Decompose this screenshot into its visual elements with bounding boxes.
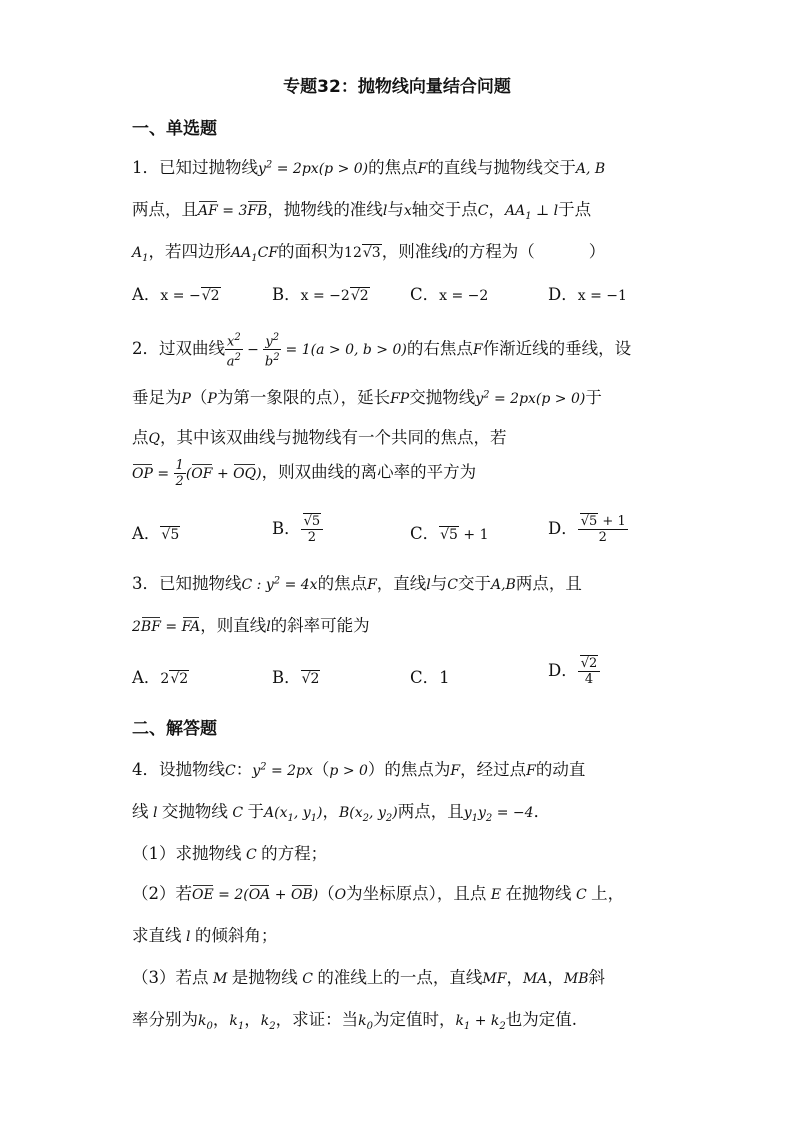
q2-option-b[interactable] xyxy=(272,514,323,545)
q4-line-2 xyxy=(132,798,550,824)
q2-F: F xyxy=(472,341,483,358)
q4-text: ， xyxy=(547,968,564,987)
q4-text: 的准线上的一点，直线 xyxy=(317,968,483,987)
q4-k1: $k_1$ xyxy=(229,1013,245,1032)
q2-line-2 xyxy=(132,384,602,408)
q2-vector-eq: OP = $\frac{1}{2}$ (OF + OQ) xyxy=(132,458,262,489)
q1-option-b[interactable] xyxy=(272,281,370,305)
q1-option-c[interactable] xyxy=(410,281,488,305)
q2-P: P xyxy=(181,391,191,407)
q4-vector-eq: OE = 2(OA + OB) xyxy=(192,887,319,903)
q4-text: 线 xyxy=(132,802,149,821)
q2-text: 2．过双曲线 xyxy=(132,338,225,358)
q1-vector-eq: AF = 3FB xyxy=(198,203,268,219)
q4-B: $B(x_2$, $y_2$) xyxy=(339,805,398,824)
q4-O: O xyxy=(334,887,347,903)
q4-text: 在抛物线 xyxy=(505,884,572,903)
q4-k2: $k_2$ xyxy=(260,1013,276,1032)
q2-text: 的右焦点 xyxy=(406,338,473,358)
q4-C: C xyxy=(297,971,318,987)
q4-k-sum: $k_1 + k_2$ xyxy=(455,1013,506,1032)
option-value: $\frac{√5 + 1}{2}$ xyxy=(578,514,628,545)
q3-option-d[interactable] xyxy=(548,656,600,687)
option-letter: B． xyxy=(272,519,301,538)
option-letter: C． xyxy=(410,668,440,687)
section-single-choice: 一、单选题 xyxy=(132,119,217,139)
q4-text: 是抛物线 xyxy=(231,968,298,987)
option-letter: B． xyxy=(272,668,301,687)
q1-text: 于点 xyxy=(558,200,592,219)
q1-option-d[interactable] xyxy=(548,281,627,305)
q4-text: ． xyxy=(533,802,551,821)
option-value: √2 xyxy=(301,671,320,687)
q4-C: C xyxy=(571,887,592,903)
page-title: 专题32：抛物线向量结合问题 xyxy=(283,77,511,97)
q4-part-2 xyxy=(132,880,624,904)
q1-text: 两点，且 xyxy=(132,200,198,219)
q2-text: 点 xyxy=(132,428,149,447)
q3-options xyxy=(132,656,692,696)
q1-C: C xyxy=(477,203,489,219)
q1-x: x xyxy=(403,203,412,219)
q1-text: 的方程为（ xyxy=(452,242,535,261)
q2-options xyxy=(132,514,692,554)
q4-text: （2）若 xyxy=(132,884,192,903)
q4-part-1 xyxy=(132,840,327,864)
q3-text: 交于 xyxy=(457,574,491,593)
option-letter: D． xyxy=(548,661,578,680)
q4-text: 交抛物线 xyxy=(161,802,228,821)
q2-P: P xyxy=(207,391,217,407)
q1-text: ，抛物线的准线 xyxy=(267,200,383,219)
q1-option-a[interactable] xyxy=(132,281,221,305)
q1-text: ） xyxy=(588,242,606,261)
option-value: x = −2√2 xyxy=(300,288,369,304)
q4-F: F xyxy=(450,763,461,779)
q3-text: 两点，且 xyxy=(515,574,582,593)
q4-text: ，求证：当 xyxy=(275,1010,359,1029)
q4-C: C xyxy=(227,805,248,821)
q2-text: 垂足为 xyxy=(132,388,182,407)
q4-A: $A(x_1$, $y_1$) xyxy=(264,805,323,824)
q1-l: l xyxy=(447,245,453,261)
q4-k0: $k_0$ xyxy=(198,1013,213,1032)
option-value: 2√2 xyxy=(160,671,189,687)
option-value: 1 xyxy=(439,668,450,687)
option-letter: A． xyxy=(132,668,161,687)
q2-option-c[interactable] xyxy=(410,520,489,544)
q4-text: （ xyxy=(318,884,335,903)
q4-line-1 xyxy=(132,756,585,780)
q1-text: 的面积为 xyxy=(278,242,345,261)
q3-option-a[interactable] xyxy=(132,664,189,688)
q4-C: C xyxy=(225,763,236,779)
q2-line-1 xyxy=(132,330,631,370)
q3-parabola: C : $y^2 = 4x$ xyxy=(241,575,318,593)
q1-l: l xyxy=(382,203,388,219)
q2-text: 作渐近线的垂线，设 xyxy=(482,338,632,358)
q4-text: 的方程； xyxy=(261,844,328,863)
q1-text: ，则准线 xyxy=(381,242,448,261)
q2-text: ，则双曲线的离心率的平方为 xyxy=(261,462,477,482)
option-value: x = −1 xyxy=(577,288,627,304)
q4-text: ）的焦点为 xyxy=(367,760,451,779)
q2-option-a[interactable] xyxy=(132,520,180,544)
option-letter: C． xyxy=(410,285,440,304)
q3-option-c[interactable] xyxy=(410,664,450,688)
q2-parabola: $y^2 = 2px(p > 0)$ xyxy=(475,389,586,407)
q1-text: ，若四边形 xyxy=(148,242,231,261)
q4-l: l xyxy=(148,805,162,821)
q4-text: ， xyxy=(322,802,340,821)
q1-area: 12√3 xyxy=(344,245,381,261)
q1-parabola: $y^2 = 2px(p > 0)$ xyxy=(258,159,369,177)
option-value: x = −√2 xyxy=(160,288,220,304)
q4-text: ： xyxy=(235,760,253,779)
q2-hyperbola: $\frac{x^2}{a^2}$ − $\frac{y^2}{b^2}$ = 1(a > 0, b > 0) xyxy=(226,332,407,370)
q3-option-b[interactable] xyxy=(272,664,320,688)
q4-product: $y_1y_2 = -4$ xyxy=(463,805,534,824)
q2-line-3 xyxy=(132,424,506,448)
q4-text: ，经过点 xyxy=(460,760,527,779)
option-value: $\frac{√5}{2}$ xyxy=(301,514,324,545)
option-letter: D． xyxy=(548,285,578,304)
q1-line-2 xyxy=(132,196,591,222)
q4-text: 于 xyxy=(247,802,265,821)
q3-text: 与 xyxy=(430,574,448,593)
q2-text: ，其中该双曲线与抛物线有一个共同的焦点，若 xyxy=(159,428,507,447)
q1-options xyxy=(132,281,692,305)
q4-text: 为定值时， xyxy=(372,1010,456,1029)
q4-text: 的动直 xyxy=(535,760,586,779)
q1-line-1 xyxy=(132,154,605,178)
q4-part-3-line-2 xyxy=(132,1006,577,1032)
option-letter: A． xyxy=(132,524,161,543)
q4-text: 为坐标原点），且点 xyxy=(346,884,487,903)
q1-text: 1．已知过抛物线 xyxy=(132,158,258,177)
q3-line-2 xyxy=(132,612,370,636)
q3-text: 的焦点 xyxy=(317,574,368,593)
q1-text: 的焦点 xyxy=(368,158,418,177)
q2-text: （ xyxy=(190,388,208,407)
q4-p: p > 0 xyxy=(329,763,368,779)
q4-text: （3）若点 xyxy=(132,968,209,987)
q4-k0: $k_0$ xyxy=(358,1013,373,1032)
q4-text: 率分别为 xyxy=(132,1010,198,1029)
q4-MA: MA xyxy=(522,971,548,987)
q4-F: F xyxy=(526,763,536,779)
q4-text: （ xyxy=(312,760,330,779)
q4-text: 4．设抛物线 xyxy=(132,760,225,779)
q4-text: 求直线 xyxy=(132,926,182,945)
q3-vector-eq: 2BF = FA xyxy=(132,619,201,635)
q4-text: ， xyxy=(244,1010,261,1029)
q1-text: 轴交于点 xyxy=(411,200,478,219)
q2-FP: FP xyxy=(390,391,410,407)
q3-text: ，直线 xyxy=(376,574,427,593)
q4-text: （1）求抛物线 xyxy=(132,844,242,863)
q3-text: ，则直线 xyxy=(200,616,267,635)
option-value: x = −2 xyxy=(439,288,489,304)
q2-text: 为第一象限的点），延长 xyxy=(216,388,391,407)
option-value: $\frac{√2}{4}$ xyxy=(578,656,601,687)
q4-text: ， xyxy=(506,968,523,987)
q4-text: ， xyxy=(212,1010,230,1029)
q3-line-1 xyxy=(132,570,582,594)
q1-text: ， xyxy=(488,200,505,219)
q4-MB: MB xyxy=(563,971,589,987)
q3-F: F xyxy=(367,577,377,593)
q4-part-3 xyxy=(132,964,605,988)
q3-l: l xyxy=(266,619,271,635)
q4-text: 也为定值. xyxy=(505,1010,578,1029)
q4-C: C xyxy=(241,847,262,863)
q4-l: l xyxy=(181,929,195,945)
q4-E: E xyxy=(486,887,506,903)
q4-part-2-line-2 xyxy=(132,922,277,946)
q4-text: 两点，且 xyxy=(397,802,464,821)
q3-text: 3．已知抛物线 xyxy=(132,574,242,593)
q2-option-d[interactable] xyxy=(548,514,628,545)
q4-text: 斜 xyxy=(588,968,606,987)
option-letter: A． xyxy=(132,285,161,304)
q2-Q: Q xyxy=(148,431,160,447)
q1-AB: A, B xyxy=(575,161,606,177)
q1-text: 与 xyxy=(387,200,404,219)
option-value: √5 + 1 xyxy=(440,527,489,543)
option-letter: D． xyxy=(548,519,578,538)
option-letter: C． xyxy=(410,524,440,543)
q3-AB: A,B xyxy=(490,577,516,593)
q3-l: l xyxy=(426,577,431,593)
q2-text: 交抛物线 xyxy=(409,388,476,407)
option-letter: B． xyxy=(272,285,301,304)
q1-text: 的直线与抛物线交于 xyxy=(427,158,576,177)
q4-text: 上， xyxy=(591,884,625,903)
q3-C: C xyxy=(447,577,458,593)
q1-quad: $AA_1CF$ xyxy=(231,245,279,264)
q4-parabola: $y^2 = 2px$ xyxy=(252,761,313,779)
q4-M: M xyxy=(208,971,232,987)
option-value: √5 xyxy=(161,527,180,543)
q1-line-3 xyxy=(132,238,605,264)
q1-F: F xyxy=(417,161,428,177)
q4-text: 的倾斜角； xyxy=(194,926,278,945)
q4-MF: MF xyxy=(482,971,507,987)
q1-A1: $A_1$ xyxy=(132,245,149,264)
q3-text: 的斜率可能为 xyxy=(270,616,370,635)
section-answer: 二、解答题 xyxy=(132,719,217,739)
q2-text: 于 xyxy=(585,388,602,407)
q1-perp: $AA_1$ ⊥ l xyxy=(505,203,559,222)
q2-line-4 xyxy=(132,458,476,489)
